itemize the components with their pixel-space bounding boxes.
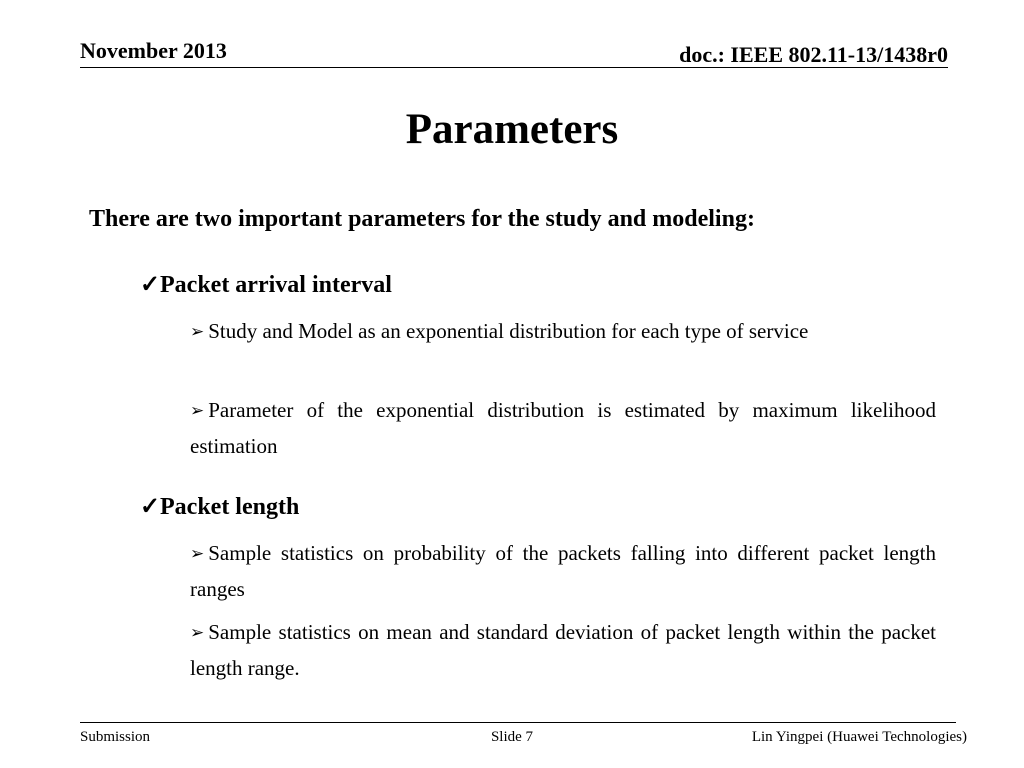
header-date: November 2013 bbox=[80, 38, 227, 63]
checkmark-icon: ✓ bbox=[140, 272, 161, 298]
sub-bullet-text: Sample statistics on probability of the packets falling into different packet length ranges bbox=[190, 541, 936, 601]
arrow-bullet-icon: ➢ bbox=[190, 544, 205, 563]
sub-bullet bbox=[190, 536, 936, 607]
sub-bullet bbox=[190, 314, 936, 350]
sub-bullet-text: Study and Model as an exponential distribution for each type of service bbox=[208, 319, 809, 343]
bullet-packet-length bbox=[140, 492, 299, 521]
checkmark-icon: ✓ bbox=[140, 494, 161, 520]
arrow-bullet-icon: ➢ bbox=[190, 401, 205, 420]
sub-bullet-text: Parameter of the exponential distribution is estimated by maximum likelihood estimation bbox=[190, 398, 936, 458]
arrow-bullet-icon: ➢ bbox=[190, 623, 205, 642]
footer-slide-number: Slide 7 bbox=[490, 729, 534, 745]
sub-bullet bbox=[190, 615, 936, 686]
bullet-packet-arrival-interval bbox=[140, 270, 392, 299]
intro-text: There are two important parameters for the study and modeling: bbox=[89, 206, 755, 232]
bullet-label: Packet length bbox=[160, 494, 300, 520]
slide-title: Parameters bbox=[405, 106, 619, 153]
header-divider bbox=[80, 67, 948, 68]
header-doc-id: doc.: IEEE 802.11-13/1438r0 bbox=[679, 42, 948, 67]
sub-bullet bbox=[190, 393, 936, 464]
footer-author: Lin Yingpei (Huawei Technologies) bbox=[751, 729, 967, 745]
footer-submission: Submission bbox=[80, 729, 151, 745]
arrow-bullet-icon: ➢ bbox=[190, 322, 205, 341]
footer-divider bbox=[80, 722, 956, 723]
bullet-label: Packet arrival interval bbox=[160, 272, 392, 298]
sub-bullet-text: Sample statistics on mean and standard deviation of packet length within the packet length range. bbox=[190, 620, 936, 680]
